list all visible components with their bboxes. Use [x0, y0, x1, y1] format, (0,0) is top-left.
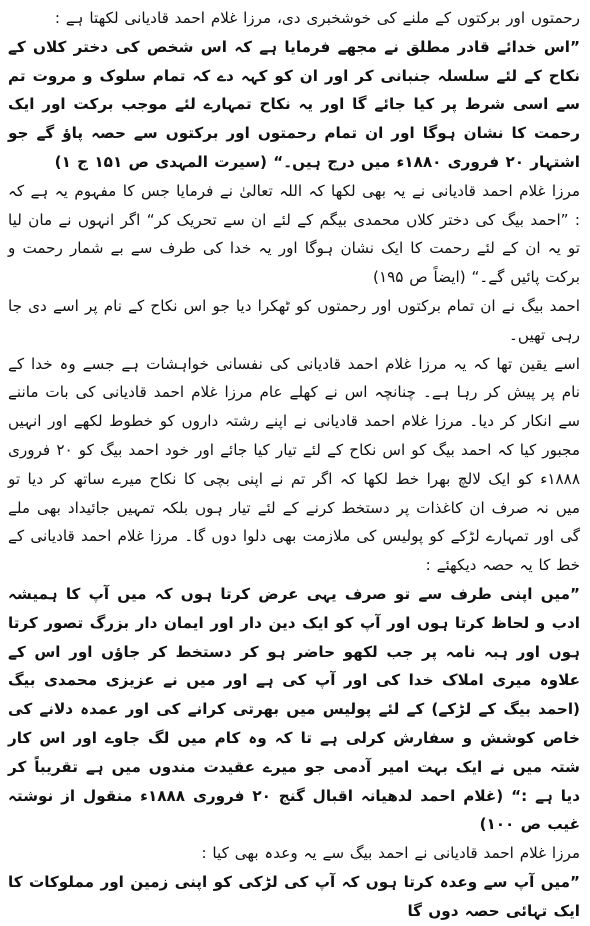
- quote-letter: ”میں اپنی طرف سے تو صرف یہی عرض کرتا ہوں کہ میں آپ کا ہمیشہ ادب و لحاظ کرتا ہوں اور آپ کو ایک دین دار اور ایمان دار بزرگ تصور کرتا ہوں اور ہبہ نامہ پر جب لکھو حاضر ہو کر دستخط کر جاؤں اور اس کے علاوہ میری املاک خدا کی اور آپ کی ہے اور میں نے عزیزی محمدی بیگ (احمد بیگ کے لڑکے) کے لئے پولیس میں بھرتی کرانے کی اور عمدہ دلانے کی خاص کوشش و سفارش کرلی ہے تا کہ وہ کام میں لگ جاوے اور اس کار شتہ میں نے ایک بہت امیر آدمی جو میرے عقیدت مندوں میں ہے تقریباً کر دیا ہے :“ (غلام احمد لدھیانہ اقبال گنج ۲۰ فروری ۱۸۸۸ء منقول از نوشتہ غیب ص ۱۰۰): [8, 584, 580, 834]
- paragraph-promise-intro: مرزا غلام احمد قادیانی نے احمد بیگ سے یہ وعدہ بھی کیا :: [201, 844, 580, 863]
- paragraph-claim: مرزا غلام احمد قادیانی نے یہ بھی لکھا کہ اللہ تعالیٰ نے فرمایا جس کا مفہوم یہ ہے کہ : ”احمد بیگ کی دختر کلاں محمدی بیگم کے لئے ان سے تحریک کر“ اگر انہوں نے مان لیا تو یہ ان کے لئے رحمت کا ایک نشان ہوگا اور یہ خدا کی طرف سے بے شمار رحمت و برکت پائیں گے۔“ (ایضاً ص ۱۹۵): [8, 181, 580, 287]
- quote-promise: ”میں آپ سے وعدہ کرتا ہوں کہ آپ کی لڑکی کو اپنی زمین اور مملوکات کا ایک تہائی حصہ دوں گا: [8, 872, 580, 920]
- paragraph-rejection: احمد بیگ نے ان تمام برکتوں اور رحمتوں کو ٹھکرا دیا جو اس نکاح کے نام پر اسے دی جا رہی تھیں۔: [8, 296, 580, 344]
- paragraph-letter-context: اسے یقین تھا کہ یہ مرزا غلام احمد قادیانی کی نفسانی خواہشات ہے جسے وہ خدا کے نام پر پیش کر رہا ہے۔ چنانچہ اس نے کھلے عام مرزا غلام احمد قادیانی کی بات ماننے سے انکار کر دیا۔ مرزا غلام احمد قادیانی نے اپنے رشتہ داروں کو خطوط لکھے اور انہیں مجبور کیا کہ احمد بیگ کو اس نکاح کے لئے تیار کیا جائے اور خود احمد بیگ کو ۲۰ فروری ۱۸۸۸ء کو ایک لالچ بھرا خط لکھا کہ اگر تم نے اپنی بچی کا نکاح میرے ساتھ کر دیا تو میں نہ صرف ان کاغذات پر دستخط کرنے کے لئے تیار ہوں بلکہ تمہیں جائیداد بھی ملے گی اور تمہارے لڑکے کو پولیس کی ملازمت بھی دلوا دوں گا۔ مرزا غلام احمد قادیانی کے خط کا یہ حصہ دیکھئے :: [8, 354, 580, 575]
- quote-nikah-blessing: ”اس خدائے قادر مطلق نے مجھے فرمایا ہے کہ اس شخص کی دختر کلاں کے نکاح کے لئے سلسلہ جنبانی کر اور ان کو کہہ دے کہ تمام سلوک و مروت تم سے اسی شرط پر کیا جائے گا اور یہ نکاح تمہارے لئے موجب برکت اور ایک رحمت کا نشان ہوگا اور ان تمام رحمتوں اور برکتوں سے حصہ پاؤ گے جو اشتہار ۲۰ فروری ۱۸۸۰ء میں درج ہیں۔“ (سیرت المہدی ص ۱۵۱ ج ۱): [8, 37, 580, 171]
- paragraph-intro: رحمتوں اور برکتوں کے ملنے کی خوشخبری دی، مرزا غلام احمد قادیانی لکھتا ہے :: [54, 9, 580, 27]
